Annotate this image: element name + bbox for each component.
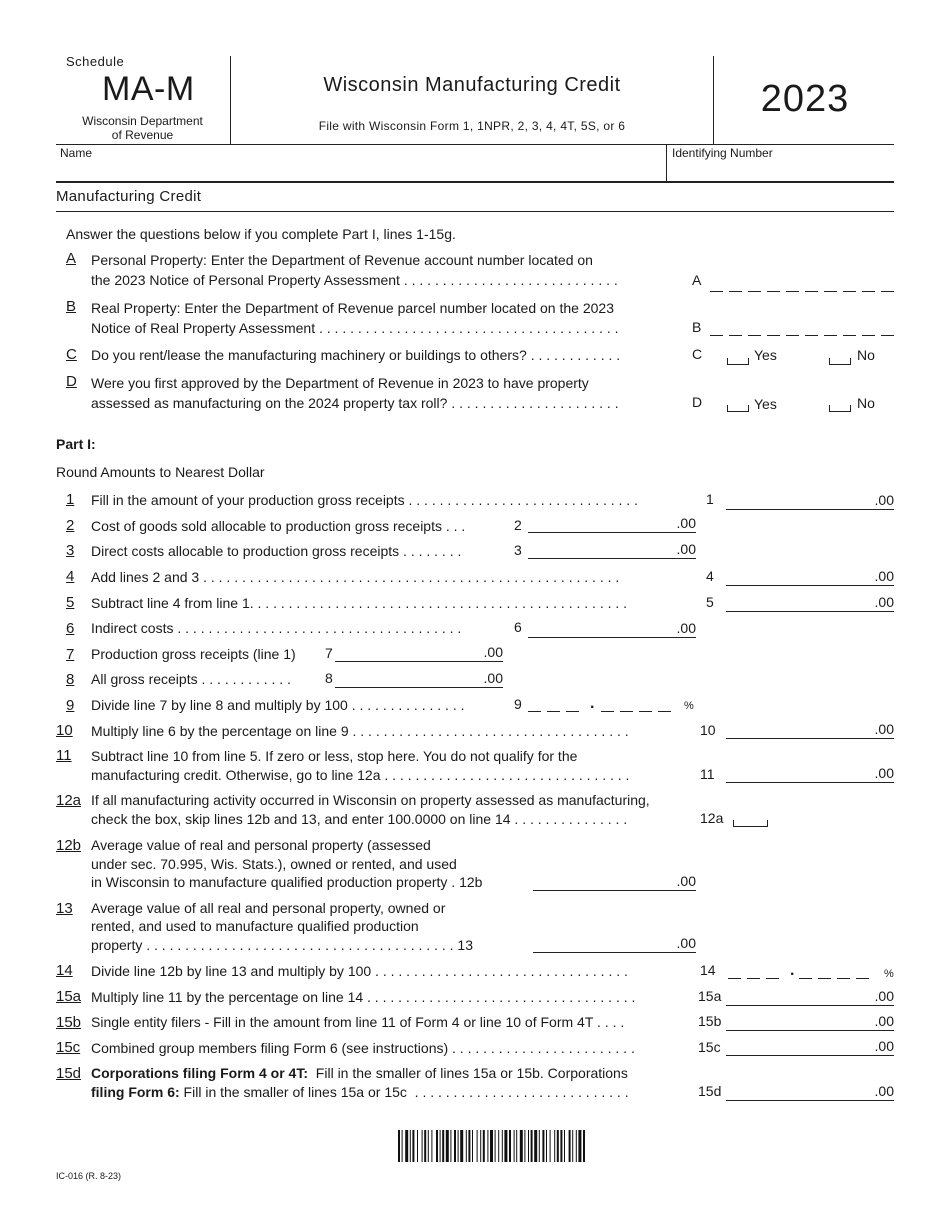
line4-text: Add lines 2 and 3 . . . . . . . . . . . . . . . . . . . . . . . . . . . . . . . . . . . . . . . . . . . . . . . . . . . . . . — [91, 569, 620, 585]
line6-amount-input[interactable] — [528, 619, 696, 638]
tax-year: 2023 — [760, 78, 850, 120]
name-row-bottom-rule — [56, 181, 894, 183]
line7-amount-input[interactable] — [335, 643, 503, 662]
line3-number: 3 — [66, 542, 75, 559]
name-field[interactable] — [58, 160, 663, 180]
line1-cents: .00 — [874, 492, 894, 508]
identifying-number-field[interactable] — [670, 160, 892, 180]
line2-amount-input[interactable] — [528, 514, 696, 533]
line15b-cents: .00 — [874, 1013, 894, 1029]
question-c-no-checkbox[interactable] — [829, 358, 851, 365]
name-row-top-rule — [56, 144, 894, 145]
line8-number: 8 — [66, 671, 75, 688]
line15d-text1: Fill in the smaller of lines 15a or 15b. Corporations — [308, 1065, 628, 1081]
line10-cents: .00 — [874, 721, 894, 737]
form-title: Wisconsin Manufacturing Credit — [323, 74, 621, 96]
line15b-number: 15b — [56, 1014, 82, 1031]
question-b-letter: B — [66, 298, 77, 315]
line11-number: 11 — [56, 747, 72, 764]
question-a-ref: A — [692, 272, 702, 288]
line15a-text: Multiply line 11 by the percentage on line 14 . . . . . . . . . . . . . . . . . . . . . . . . . . . . . . . . . . . — [91, 989, 636, 1005]
line7-number: 7 — [66, 646, 75, 663]
line12b-text2: under sec. 70.995, Wis. Stats.), owned or rented, and used — [91, 856, 457, 872]
line8-cents: .00 — [483, 670, 503, 686]
line6-cents: .00 — [676, 620, 696, 636]
line12a-checkbox[interactable] — [733, 820, 768, 827]
line6-number: 6 — [66, 620, 75, 637]
barcode-image — [398, 1130, 694, 1162]
line15d-bold1: Corporations filing Form 4 or 4T: — [91, 1065, 309, 1081]
line15d-cents: .00 — [874, 1083, 894, 1099]
line14-ref: 14 — [700, 962, 716, 978]
line10-number: 10 — [56, 722, 73, 739]
line15d-line1 — [91, 1064, 628, 1082]
line15d-amount-input[interactable] — [726, 1082, 894, 1101]
line10-ref: 10 — [700, 722, 716, 738]
line8-amount-input[interactable] — [335, 669, 503, 688]
line7-cents: .00 — [483, 644, 503, 660]
line13-text2: rented, and used to manufacture qualified production — [91, 918, 419, 934]
question-d-ref: D — [692, 394, 703, 410]
line12b-amount-input[interactable] — [533, 872, 696, 891]
line15c-amount-input[interactable] — [726, 1037, 894, 1056]
name-id-divider — [666, 144, 667, 182]
question-d-no-checkbox[interactable] — [829, 405, 851, 412]
line1-text: Fill in the amount of your production gross receipts . . . . . . . . . . . . . . . . . . . . . . . . . . . . . . — [91, 492, 638, 508]
line15d-bold2: filing Form 6: — [91, 1084, 180, 1100]
line1-ref: 1 — [706, 491, 714, 507]
line15d-number: 15d — [56, 1065, 82, 1082]
line7-text: Production gross receipts (line 1) — [91, 646, 296, 662]
question-a-line2: the 2023 Notice of Personal Property Assessment . . . . . . . . . . . . . . . . . . . . . . . . . . . . — [91, 272, 618, 288]
line4-cents: .00 — [874, 568, 894, 584]
question-c-ref: C — [692, 346, 703, 362]
line11-amount-input[interactable] — [726, 764, 894, 783]
question-d-no-label: No — [857, 395, 875, 411]
line15c-cents: .00 — [874, 1038, 894, 1054]
line5-cents: .00 — [874, 594, 894, 610]
line15d-text2: Fill in the smaller of lines 15a or 15c . . . . . . . . . . . . . . . . . . . . . . . . . . . . — [179, 1084, 629, 1100]
line15a-cents: .00 — [874, 988, 894, 1004]
question-c-letter: C — [66, 346, 77, 363]
line3-cents: .00 — [676, 541, 696, 557]
line5-ref: 5 — [706, 594, 714, 610]
line2-number: 2 — [66, 517, 75, 534]
question-d-yes-checkbox[interactable] — [727, 405, 749, 412]
line4-ref: 4 — [706, 568, 714, 584]
line11-cents: .00 — [874, 765, 894, 781]
question-d-line2: assessed as manufacturing on the 2024 property tax roll? . . . . . . . . . . . . . . . . . . . . . . — [91, 395, 619, 411]
question-d-yes-label: Yes — [754, 396, 777, 412]
header-divider-left — [230, 56, 231, 144]
line12a-text2: check the box, skip lines 12b and 13, and enter 100.0000 on line 14 . . . . . . . . . . . . . . . — [91, 811, 628, 827]
line3-amount-input[interactable] — [528, 540, 696, 559]
line15b-text: Single entity filers - Fill in the amount from line 11 of Form 4 or line 10 of Form 4T . . . . — [91, 1014, 625, 1030]
line15a-number: 15a — [56, 988, 82, 1005]
line9-percentage-input[interactable]: . — [528, 698, 684, 712]
id-label: Identifying Number — [672, 146, 773, 160]
line6-text: Indirect costs . . . . . . . . . . . . . . . . . . . . . . . . . . . . . . . . . . . . . — [91, 620, 462, 636]
line4-amount-input[interactable] — [726, 567, 894, 586]
line5-text: Subtract line 4 from line 1. . . . . . . . . . . . . . . . . . . . . . . . . . . . . . . . . . . . . . . . . . . . . . . . . — [91, 595, 628, 611]
line13-amount-input[interactable] — [533, 934, 696, 953]
line11-ref: 11 — [700, 766, 715, 782]
line7-ref: 7 — [325, 645, 333, 661]
line1-number: 1 — [66, 491, 75, 508]
question-b-line1: Real Property: Enter the Department of Revenue parcel number located on the 2023 — [91, 300, 614, 316]
line5-number: 5 — [66, 594, 75, 611]
header-divider-right — [713, 56, 714, 144]
part1-title: Part I: — [56, 436, 96, 452]
line1-amount-input[interactable] — [726, 491, 894, 510]
line15d-line2 — [91, 1083, 629, 1101]
question-c-line1: Do you rent/lease the manufacturing machinery or buildings to others? . . . . . . . . . . . . — [91, 347, 621, 363]
question-a-line1: Personal Property: Enter the Department of Revenue account number located on — [91, 252, 593, 268]
line9-ref: 9 — [514, 696, 522, 712]
question-d-letter: D — [66, 373, 77, 390]
form-footer-code: IC-016 (R. 8-23) — [56, 1171, 122, 1181]
line10-text: Multiply line 6 by the percentage on line 9 . . . . . . . . . . . . . . . . . . . . . . . . . . . . . . . . . . . . — [91, 723, 629, 739]
schedule-label: Schedule — [66, 54, 125, 69]
line13-number: 13 — [56, 900, 73, 917]
section-title: Manufacturing Credit — [56, 188, 202, 205]
line11-text2: manufacturing credit. Otherwise, go to line 12a . . . . . . . . . . . . . . . . . . . . . . . . . . . . . . . . — [91, 767, 630, 783]
real-property-parcel-input[interactable] — [710, 320, 894, 336]
line12a-text1: If all manufacturing activity occurred in Wisconsin on property assessed as manufacturing, — [91, 792, 650, 808]
line12b-text1: Average value of real and personal property (assessed — [91, 837, 431, 853]
line9-text: Divide line 7 by line 8 and multiply by 100 . . . . . . . . . . . . . . . — [91, 697, 465, 713]
line15c-text: Combined group members filing Form 6 (see instructions) . . . . . . . . . . . . . . . . . . . . . . . . — [91, 1040, 635, 1056]
line12b-text3: in Wisconsin to manufacture qualified production property . 12b — [91, 874, 483, 890]
round-note: Round Amounts to Nearest Dollar — [56, 464, 265, 480]
line14-text: Divide line 12b by line 13 and multiply by 100 . . . . . . . . . . . . . . . . . . . . . . . . . . . . . . . . . — [91, 963, 628, 979]
question-c-yes-label: Yes — [754, 347, 777, 363]
line8-ref: 8 — [325, 670, 333, 686]
line15c-number: 15c — [56, 1039, 81, 1056]
line15d-ref: 15d — [698, 1083, 722, 1099]
form-subtitle: File with Wisconsin Form 1, 1NPR, 2, 3, 4, 4T, 5S, or 6 — [318, 119, 626, 133]
line12a-ref: 12a — [700, 810, 724, 826]
line8-text: All gross receipts . . . . . . . . . . . . — [91, 671, 291, 687]
line2-ref: 2 — [514, 517, 522, 533]
line14-percent-sign: % — [884, 968, 894, 980]
form-code: MA-M — [102, 70, 195, 108]
question-a-letter: A — [66, 250, 77, 267]
line15a-ref: 15a — [698, 988, 722, 1004]
dept-line1: Wisconsin Department — [82, 114, 203, 128]
line11-text1: Subtract line 10 from line 5. If zero or less, stop here. You do not qualify for the — [91, 748, 578, 764]
line12b-number: 12b — [56, 837, 82, 854]
line14-percentage-input[interactable]: . — [728, 965, 880, 979]
line13-cents: .00 — [676, 935, 696, 951]
line13-text3: property . . . . . . . . . . . . . . . . . . . . . . . . . . . . . . . . . . . . . . . . 13 — [91, 937, 473, 953]
question-d-line1: Were you first approved by the Department of Revenue in 2023 to have property — [91, 375, 589, 391]
question-b-ref: B — [692, 319, 702, 335]
line12b-cents: .00 — [676, 873, 696, 889]
line15b-amount-input[interactable] — [726, 1012, 894, 1031]
section-rule — [56, 211, 894, 212]
line4-number: 4 — [66, 568, 75, 585]
line10-amount-input[interactable] — [726, 720, 894, 739]
line2-cents: .00 — [676, 515, 696, 531]
line14-number: 14 — [56, 962, 73, 979]
line9-number: 9 — [66, 697, 75, 714]
question-c-no-label: No — [857, 347, 875, 363]
question-c-yes-checkbox[interactable] — [727, 358, 749, 365]
line13-text1: Average value of all real and personal property, owned or — [91, 900, 446, 916]
line9-percent-sign: % — [684, 700, 694, 712]
line6-ref: 6 — [514, 619, 522, 635]
line3-text: Direct costs allocable to production gross receipts . . . . . . . . — [91, 543, 462, 559]
line3-ref: 3 — [514, 542, 522, 558]
questions-intro: Answer the questions below if you complete Part I, lines 1-15g. — [66, 226, 456, 242]
question-b-line2: Notice of Real Property Assessment . . . . . . . . . . . . . . . . . . . . . . . . . . . . . . . . . . . . . . . — [91, 320, 619, 336]
line12a-number: 12a — [56, 792, 82, 809]
line15c-ref: 15c — [698, 1039, 721, 1055]
dept-line2: of Revenue — [111, 128, 174, 142]
department-name — [70, 114, 215, 142]
name-label: Name — [60, 146, 93, 160]
line5-amount-input[interactable] — [726, 593, 894, 612]
line2-text: Cost of goods sold allocable to production gross receipts . . . — [91, 518, 466, 534]
line15b-ref: 15b — [698, 1013, 722, 1029]
line15a-amount-input[interactable] — [726, 987, 894, 1006]
personal-property-account-input[interactable] — [710, 276, 894, 292]
